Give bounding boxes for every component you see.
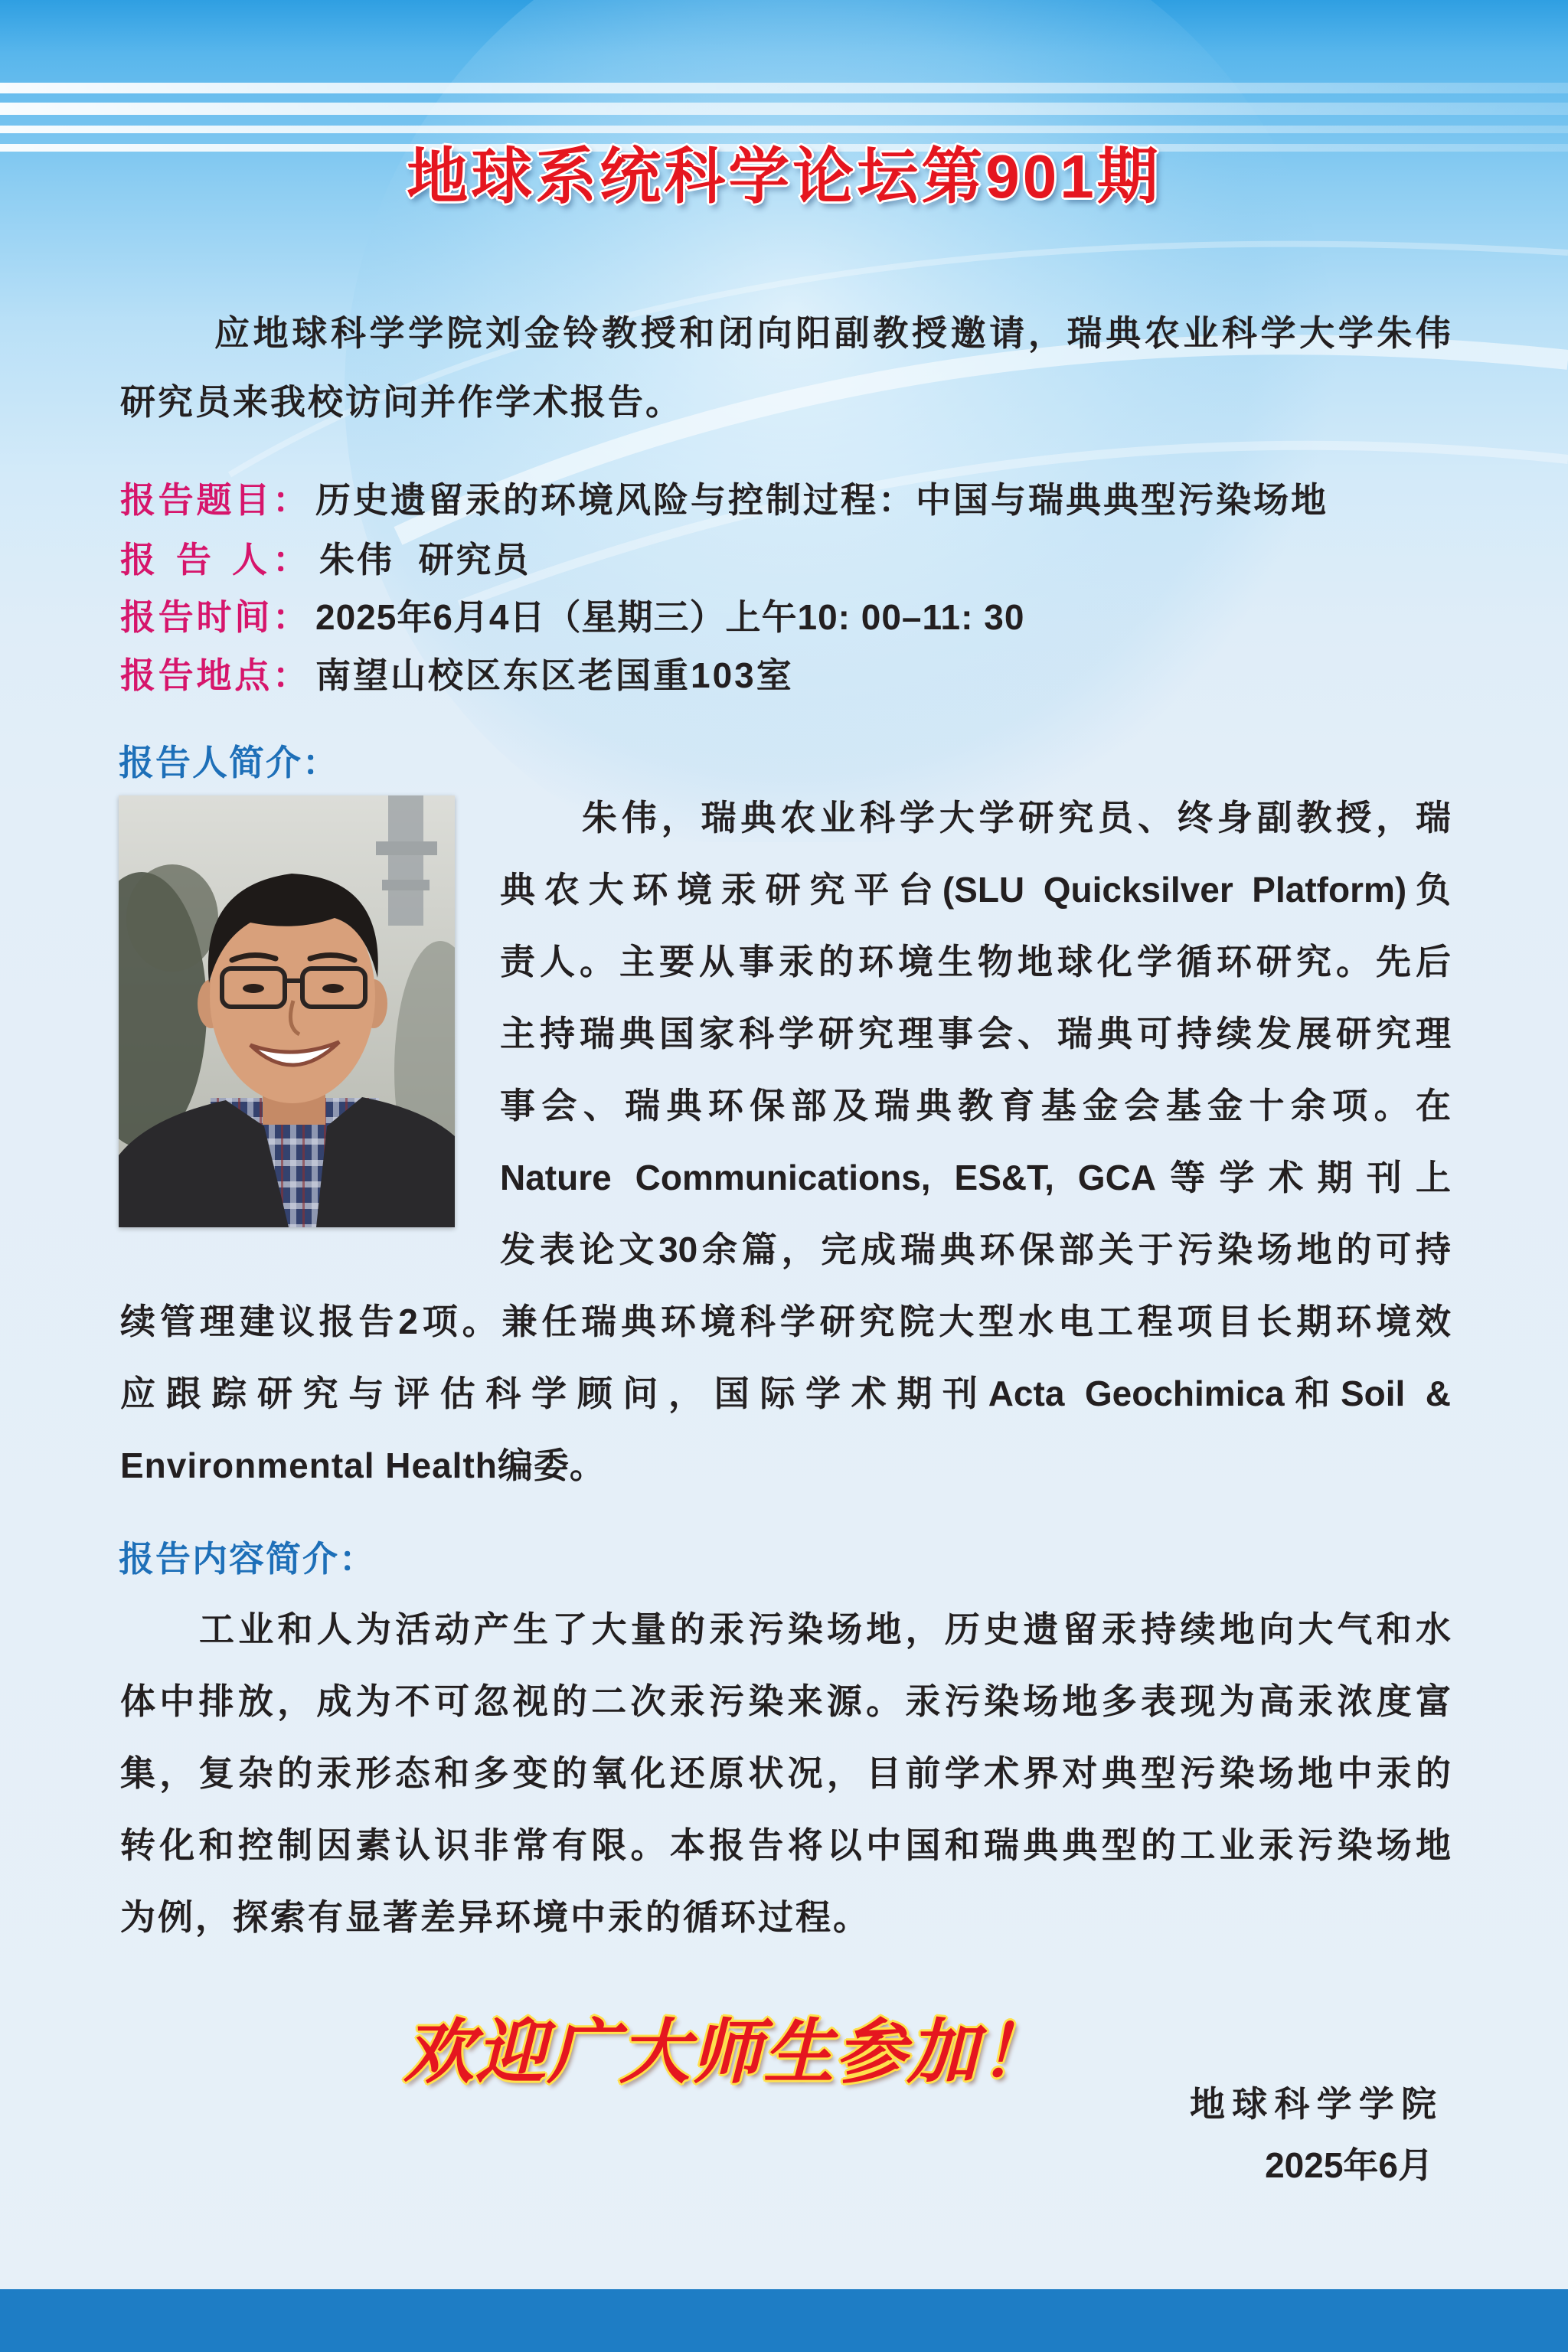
abstract-line: 集，复杂的汞形态和多变的氧化还原状况，目前学术界对典型污染场地中汞的 <box>120 1753 1451 1793</box>
abstract-line: 工业和人为活动产生了大量的汞污染场地，历史遗留汞持续地向大气和水 <box>199 1609 1451 1649</box>
intro-line: 研究员来我校访问并作学术报告。 <box>120 382 683 422</box>
speaker-bio-line: 续管理建议报告2项。兼任瑞典环境科学研究院大型水电工程项目长期环境效 <box>120 1302 1451 1341</box>
footer-date: 2025年6月 <box>1265 2145 1433 2185</box>
speaker-bio-line: 主持瑞典国家科学研究理事会、瑞典可持续发展研究理 <box>500 1014 1451 1054</box>
abstract-line: 体中排放，成为不可忽视的二次汞污染来源。汞污染场地多表现为高汞浓度富 <box>120 1681 1451 1721</box>
speaker-bio-line: 朱伟，瑞典农业科学大学研究员、终身副教授，瑞 <box>582 798 1451 838</box>
detail-value-time: 2025年6月4日（星期三）上午10: 00–11: 30 <box>315 597 1025 637</box>
abstract-heading: 报告内容简介： <box>119 1539 376 1579</box>
detail-label-location: 报告地点： <box>120 655 308 695</box>
welcome-slogan: 欢迎广大师生参加！ <box>403 2014 1051 2092</box>
detail-value-topic: 历史遗留汞的环境风险与控制过程：中国与瑞典典型污染场地 <box>315 480 1328 520</box>
detail-value-speaker: 朱伟 研究员 <box>319 540 531 580</box>
detail-label-topic: 报告题目： <box>120 480 308 520</box>
abstract-line: 为例，探索有显著差异环境中汞的循环过程。 <box>120 1897 871 1937</box>
poster-title: 地球系统科学论坛第901期 <box>407 142 1161 211</box>
photo-eye-right <box>322 984 344 993</box>
speaker-bio-line: 应跟踪研究与评估科学顾问，国际学术期刊Acta Geochimica和Soil & <box>120 1374 1451 1413</box>
photo-eye-left <box>243 984 264 993</box>
speaker-bio-line: 典农大环境汞研究平台(SLU Quicksilver Platform)负 <box>500 870 1451 910</box>
header-stripe <box>0 103 1568 115</box>
abstract-line: 转化和控制因素认识非常有限。本报告将以中国和瑞典典型的工业汞污染场地 <box>120 1825 1451 1865</box>
speaker-bio-line: Environmental Health编委。 <box>120 1446 606 1485</box>
bottom-bar <box>0 2289 1568 2352</box>
detail-value-location: 南望山校区东区老国重103室 <box>315 655 794 695</box>
speaker-bio-line: 事会、瑞典环保部及瑞典教育基金会基金十余项。在 <box>500 1086 1451 1125</box>
detail-label-time: 报告时间： <box>120 597 308 637</box>
intro-line: 应地球科学学院刘金铃教授和闭向阳副教授邀请，瑞典农业科学大学朱伟 <box>214 313 1451 353</box>
detail-label-speaker: 报 告 人： <box>120 540 308 580</box>
speaker-photo <box>119 795 455 1227</box>
speaker-bio-line: 发表论文30余篇，完成瑞典环保部关于污染场地的可持 <box>500 1230 1451 1269</box>
speaker-bio-line: Nature Communications, ES&T, GCA等学术期刊上 <box>500 1158 1451 1197</box>
header-stripe <box>0 83 1568 93</box>
speaker-bio-heading: 报告人简介： <box>119 743 339 782</box>
footer-organizer: 地球科学学院 <box>1190 2084 1436 2124</box>
header-stripe <box>0 126 1568 133</box>
speaker-bio-line: 责人。主要从事汞的环境生物地球化学循环研究。先后 <box>500 942 1451 982</box>
